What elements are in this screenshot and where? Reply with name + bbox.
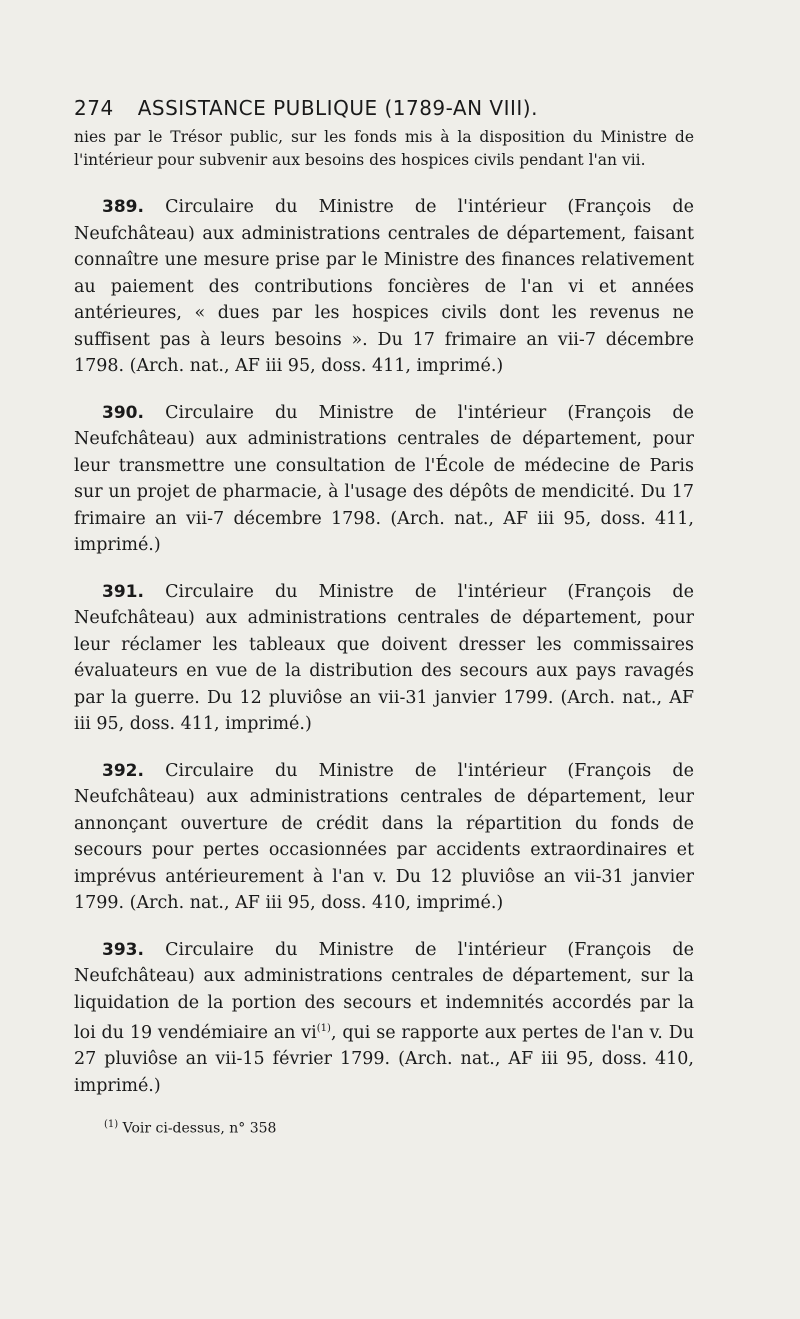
running-title: ASSISTANCE PUBLIQUE (1789-AN VIII). [137,96,538,120]
entry-text: Circulaire du Ministre de l'intérieur (François de Neufchâteau) aux administrations centrales de département, pour leur réclamer les tableaux que doivent dresser les commissaires évaluateurs en vue de la distribution des secours aux pays ravagés par la guerre. Du 12 pluviôse an vii-31 janvier 1799. (Arch. nat., AF iii 95, doss. 411, imprimé.) [74,581,694,734]
entry-number: 392. [102,760,144,781]
entry-text: Circulaire du Ministre de l'intérieur (François de Neufchâteau) aux administrations centrales de département, leur annonçant ouverture de crédit dans la répartition du fonds de secours pour pertes occasionnées par accidents extraordinaires et imprévus antérieurement à l'an v. Du 12 pluviôse an vii-31 janvier 1799. (Arch. nat., AF iii 95, doss. 410, imprimé.) [74,760,694,913]
footnote [74,1119,694,1137]
entry-number: 390. [102,402,144,423]
intro-paragraph: nies par le Trésor public, sur les fonds mis à la disposition du Ministre de l'intérieur pour subvenir aux besoins des hospices civils pendant l'an vii. [74,128,694,169]
footnote-text: Voir ci-dessus, n° 358 [122,1120,277,1137]
entry-390 [74,400,694,559]
footnote-marker: (1) [104,1119,119,1131]
entry-389 [74,194,694,380]
entry-text-continued: , qui se rapporte aux pertes de l'an v. Du 27 pluviôse an vii-15 février 1799. (Arch. nat., AF iii 95, doss. 410, imprimé.) [74,1022,694,1096]
entry-number: 391. [102,581,144,602]
entry-392 [74,758,694,917]
entry-number: 389. [102,197,144,217]
page-number: 274 [74,96,114,120]
running-header [74,96,694,120]
entry-number: 393. [102,939,144,960]
entry-text: Circulaire du Ministre de l'intérieur (François de Neufchâteau) aux administrations centrales de département, sur la liquidation de la portion des secours et indemnités accordés par la loi du 19 vendémiaire an vi [74,939,694,1043]
entry-393 [74,937,694,1100]
entry-text: Circulaire du Ministre de l'intérieur (François de Neufchâteau) aux administrations centrales de département, pour leur transmettre une consultation de l'École de médecine de Paris sur un projet de pharmacie, à l'usage des dépôts de mendicité. Du 17 frimaire an vii-7 décembre 1798. (Arch. nat., AF iii 95, doss. 411, imprimé.) [74,402,694,555]
footnote-ref[interactable]: (1) [316,1023,331,1034]
entry-text: Circulaire du Ministre de l'intérieur (François de Neufchâteau) aux administrations centrales de département, faisant connaître une mesure prise par le Ministre des finances relativement au paiement des contributions foncières de l'an vi et années antérieures, « dues par les hospices civils dont les revenus ne suffisent pas à leurs besoins ». Du 17 frimaire an vii-7 décembre 1798. (Arch. nat., AF iii 95, doss. 411, imprimé.) [74,197,694,376]
page [74,96,694,1137]
entry-391 [74,579,694,738]
